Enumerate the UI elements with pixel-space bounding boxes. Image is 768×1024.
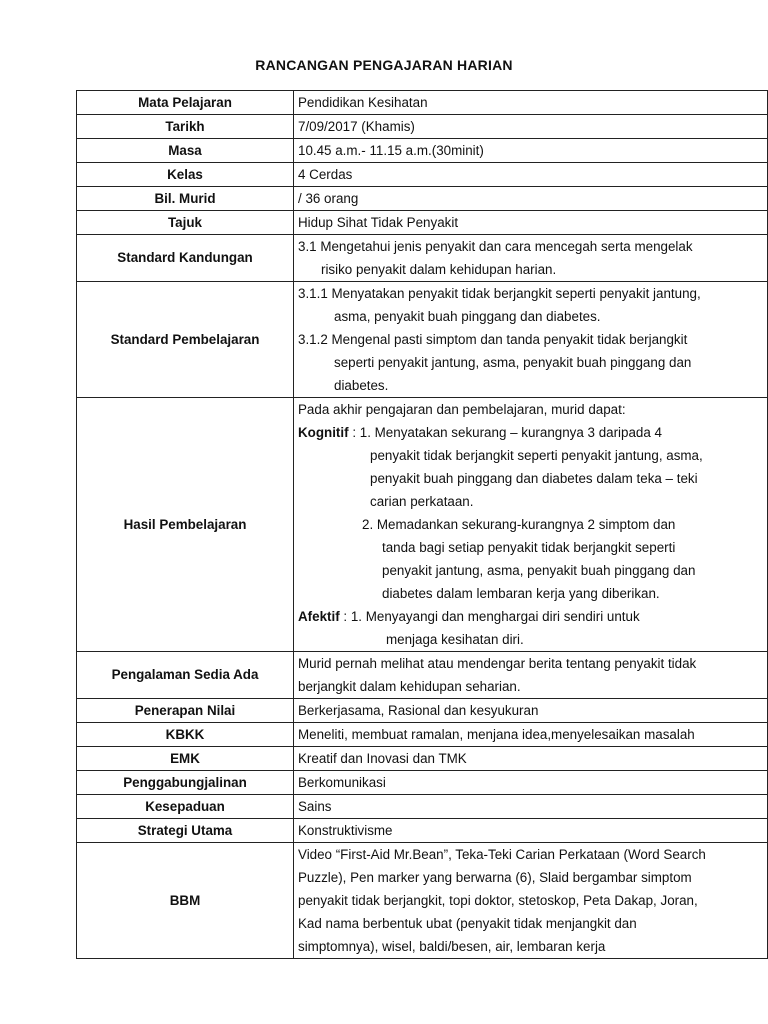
text-line: penyakit jantung, asma, penyakit buah pinggang dan xyxy=(382,563,696,578)
table-row xyxy=(77,843,768,959)
text-line: seperti penyakit jantung, asma, penyakit buah pinggang dan xyxy=(334,355,692,370)
table-row xyxy=(77,235,768,282)
row-label: Tarikh xyxy=(77,115,294,139)
row-value xyxy=(294,282,768,398)
row-value: Konstruktivisme xyxy=(294,819,768,843)
text-line: simptomnya), wisel, baldi/besen, air, lembaran kerja xyxy=(298,939,606,954)
table-row xyxy=(77,652,768,699)
row-value: 7/09/2017 (Khamis) xyxy=(294,115,768,139)
text-line: diabetes dalam lembaran kerja yang diberikan. xyxy=(382,586,660,601)
row-value: Kreatif dan Inovasi dan TMK xyxy=(294,747,768,771)
row-value xyxy=(294,398,768,652)
row-value: Berkomunikasi xyxy=(294,771,768,795)
row-value xyxy=(294,843,768,959)
row-label: Tajuk xyxy=(77,211,294,235)
lesson-plan-table xyxy=(76,90,768,959)
row-label: Bil. Murid xyxy=(77,187,294,211)
row-label: Standard Kandungan xyxy=(77,235,294,282)
row-value: Meneliti, membuat ramalan, menjana idea,menyelesaikan masalah xyxy=(294,723,768,747)
row-label: Penggabungjalinan xyxy=(77,771,294,795)
row-label: Hasil Pembelajaran xyxy=(77,398,294,652)
table-row xyxy=(77,819,768,843)
row-value: 4 Cerdas xyxy=(294,163,768,187)
text-line: menjaga kesihatan diri. xyxy=(386,632,524,647)
row-value: 10.45 a.m.- 11.15 a.m.(30minit) xyxy=(294,139,768,163)
row-label: Mata Pelajaran xyxy=(77,91,294,115)
text-line: Kad nama berbentuk ubat (penyakit tidak menjangkit dan xyxy=(298,916,637,931)
table-row xyxy=(77,115,768,139)
text-line: Puzzle), Pen marker yang berwarna (6), Slaid bergambar simptom xyxy=(298,870,692,885)
row-value xyxy=(294,652,768,699)
row-label: Standard Pembelajaran xyxy=(77,282,294,398)
row-label: Masa xyxy=(77,139,294,163)
text-line: carian perkataan. xyxy=(370,494,474,509)
row-value: / 36 orang xyxy=(294,187,768,211)
row-value: Sains xyxy=(294,795,768,819)
table-row xyxy=(77,163,768,187)
row-label: Strategi Utama xyxy=(77,819,294,843)
text-line: Pada akhir pengajaran dan pembelajaran, murid dapat: xyxy=(298,402,626,417)
row-value xyxy=(294,235,768,282)
table-row xyxy=(77,699,768,723)
text-line: penyakit tidak berjangkit, topi doktor, stetoskop, Peta Dakap, Joran, xyxy=(298,893,698,908)
table-row xyxy=(77,139,768,163)
text-line: penyakit tidak berjangkit seperti penyakit jantung, asma, xyxy=(370,448,703,463)
text-line xyxy=(298,421,763,444)
table-row xyxy=(77,723,768,747)
text-line: 2. Memadankan sekurang-kurangnya 2 simptom dan xyxy=(362,517,676,532)
kognitif-label: Kognitif xyxy=(298,425,349,440)
text-line: berjangkit dalam kehidupan seharian. xyxy=(298,679,521,694)
text-line: diabetes. xyxy=(334,378,389,393)
text-line: asma, penyakit buah pinggang dan diabetes. xyxy=(334,309,601,324)
text-line: tanda bagi setiap penyakit tidak berjangkit seperti xyxy=(382,540,676,555)
text-line: 3.1 Mengetahui jenis penyakit dan cara mencegah serta mengelak xyxy=(298,239,693,254)
table-row xyxy=(77,282,768,398)
page-title: RANCANGAN PENGAJARAN HARIAN xyxy=(255,57,513,73)
text-line: Murid pernah melihat atau mendengar berita tentang penyakit tidak xyxy=(298,656,697,671)
text-line: 3.1.1 Menyatakan penyakit tidak berjangkit seperti penyakit jantung, xyxy=(298,286,701,301)
table-row xyxy=(77,398,768,652)
text-line: risiko penyakit dalam kehidupan harian. xyxy=(321,262,557,277)
kognitif-item-1: : 1. Menyatakan sekurang – kurangnya 3 daripada 4 xyxy=(352,425,662,440)
afektif-label: Afektif xyxy=(298,609,340,624)
text-line xyxy=(298,605,763,628)
row-label: Pengalaman Sedia Ada xyxy=(77,652,294,699)
row-label: EMK xyxy=(77,747,294,771)
row-label: Penerapan Nilai xyxy=(77,699,294,723)
table-row xyxy=(77,771,768,795)
table-row xyxy=(77,211,768,235)
text-line: 3.1.2 Mengenal pasti simptom dan tanda penyakit tidak berjangkit xyxy=(298,332,688,347)
row-value: Pendidikan Kesihatan xyxy=(294,91,768,115)
text-line: Video “First-Aid Mr.Bean”, Teka-Teki Carian Perkataan (Word Search xyxy=(298,847,706,862)
table-row xyxy=(77,187,768,211)
row-label: Kelas xyxy=(77,163,294,187)
afektif-item-1: : 1. Menyayangi dan menghargai diri sendiri untuk xyxy=(343,609,640,624)
row-value: Hidup Sihat Tidak Penyakit xyxy=(294,211,768,235)
table-row xyxy=(77,795,768,819)
row-label: Kesepaduan xyxy=(77,795,294,819)
table-row xyxy=(77,91,768,115)
row-value: Berkerjasama, Rasional dan kesyukuran xyxy=(294,699,768,723)
row-label: BBM xyxy=(77,843,294,959)
text-line: penyakit buah pinggang dan diabetes dalam teka – teki xyxy=(370,471,698,486)
table-row xyxy=(77,747,768,771)
row-label: KBKK xyxy=(77,723,294,747)
